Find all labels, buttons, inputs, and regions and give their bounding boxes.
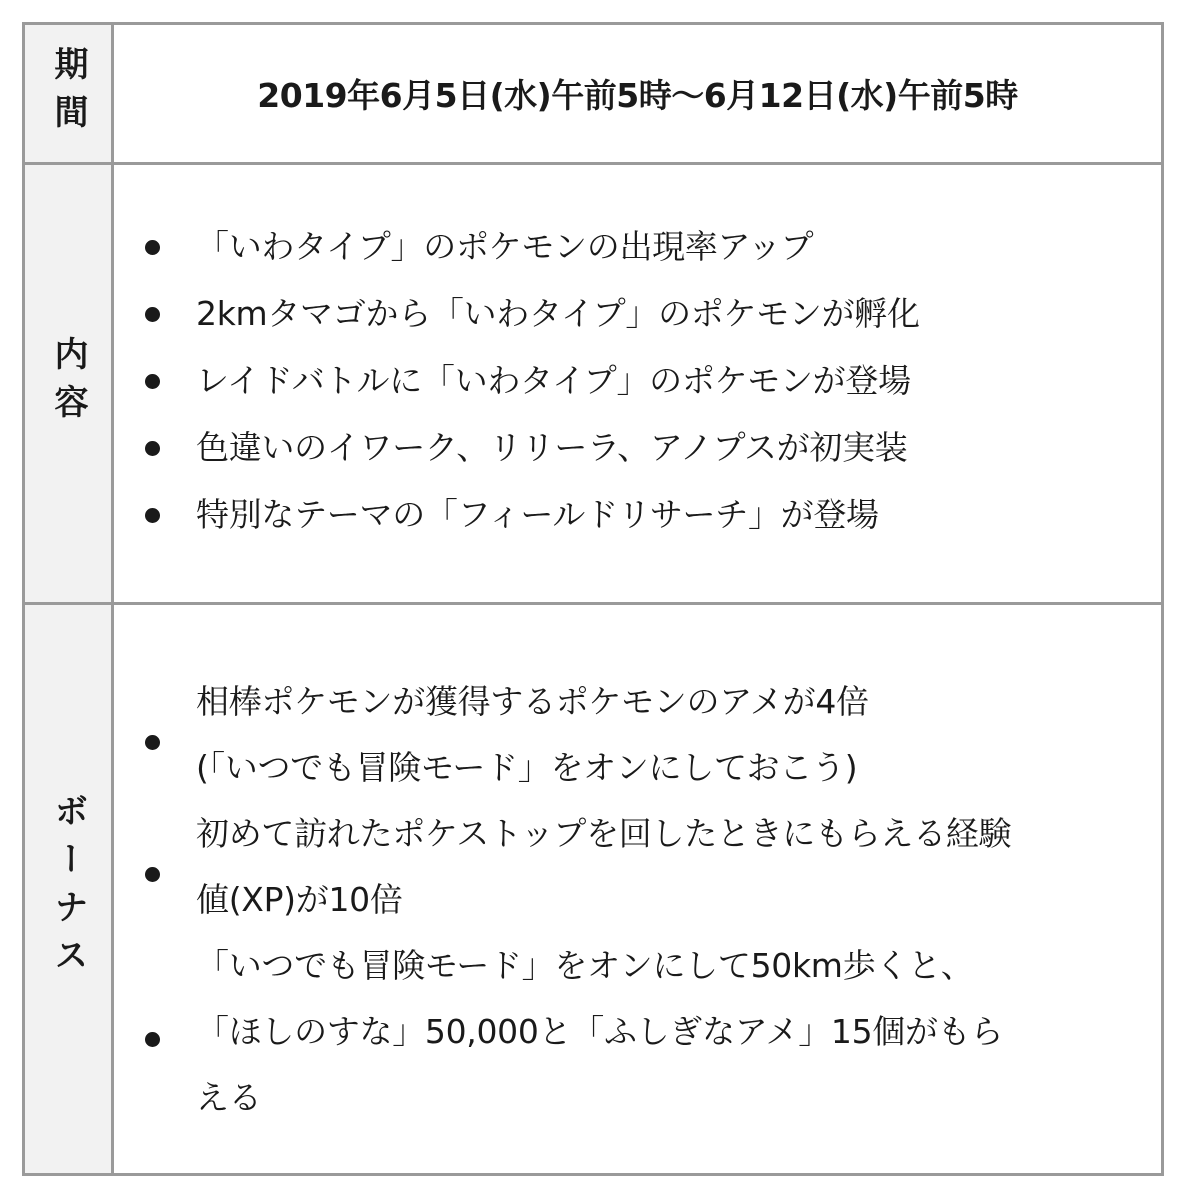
bonus-list [114,669,1147,1131]
event-info-table [22,22,1164,1176]
list-item-text: レイドバトルに「いわタイプ」のポケモンが登場 [196,361,911,400]
list-item [114,294,1161,334]
list-item-text: 相棒ポケモンが獲得するポケモンのアメが4倍 (「いつでも冒険モード」をオンにしておこう) [196,682,869,787]
bullet-icon [145,1032,160,1047]
bullet-icon [145,307,160,322]
list-item [114,428,1161,468]
list-item [114,227,1161,267]
bullet-icon [145,867,160,882]
list-item-text: 特別なテーマの「フィールドリサーチ」が登場 [196,495,879,534]
list-item [114,361,1161,401]
list-item-text: 色違いのイワーク、リリーラ、アノプスが初実装 [196,428,908,467]
bullet-icon [145,240,160,255]
bullet-icon [145,508,160,523]
period-label-cell [25,25,114,165]
content-value-cell [114,165,1161,605]
list-item-text: 「いわタイプ」のポケモンの出現率アップ [196,227,814,266]
bonus-label: ボーナス [48,793,88,985]
content-label-cell [25,165,114,605]
period-value-cell [114,25,1161,165]
list-item [114,669,1147,801]
list-item [114,495,1161,535]
list-item [114,801,1147,933]
bonus-label-cell [25,605,114,1173]
list-item-text: 初めて訪れたポケストップを回したときにもらえる経験 値(XP)が10倍 [196,814,1012,919]
content-list [114,227,1161,535]
list-item [114,933,1147,1131]
bonus-value-cell [114,605,1161,1173]
content-label: 内容 [48,335,88,432]
bullet-icon [145,441,160,456]
list-item-text: 2kmタマゴから「いわタイプ」のポケモンが孵化 [196,294,920,333]
bullet-icon [145,374,160,389]
bullet-icon [145,735,160,750]
period-value: 2019年6月5日(水)午前5時〜6月12日(水)午前5時 [257,76,1018,115]
period-label: 期間 [48,45,88,142]
list-item-text: 「いつでも冒険モード」をオンにして50km歩くと、 「ほしのすな」50,000と「ふしぎなアメ」15個がもら える [196,946,1004,1117]
